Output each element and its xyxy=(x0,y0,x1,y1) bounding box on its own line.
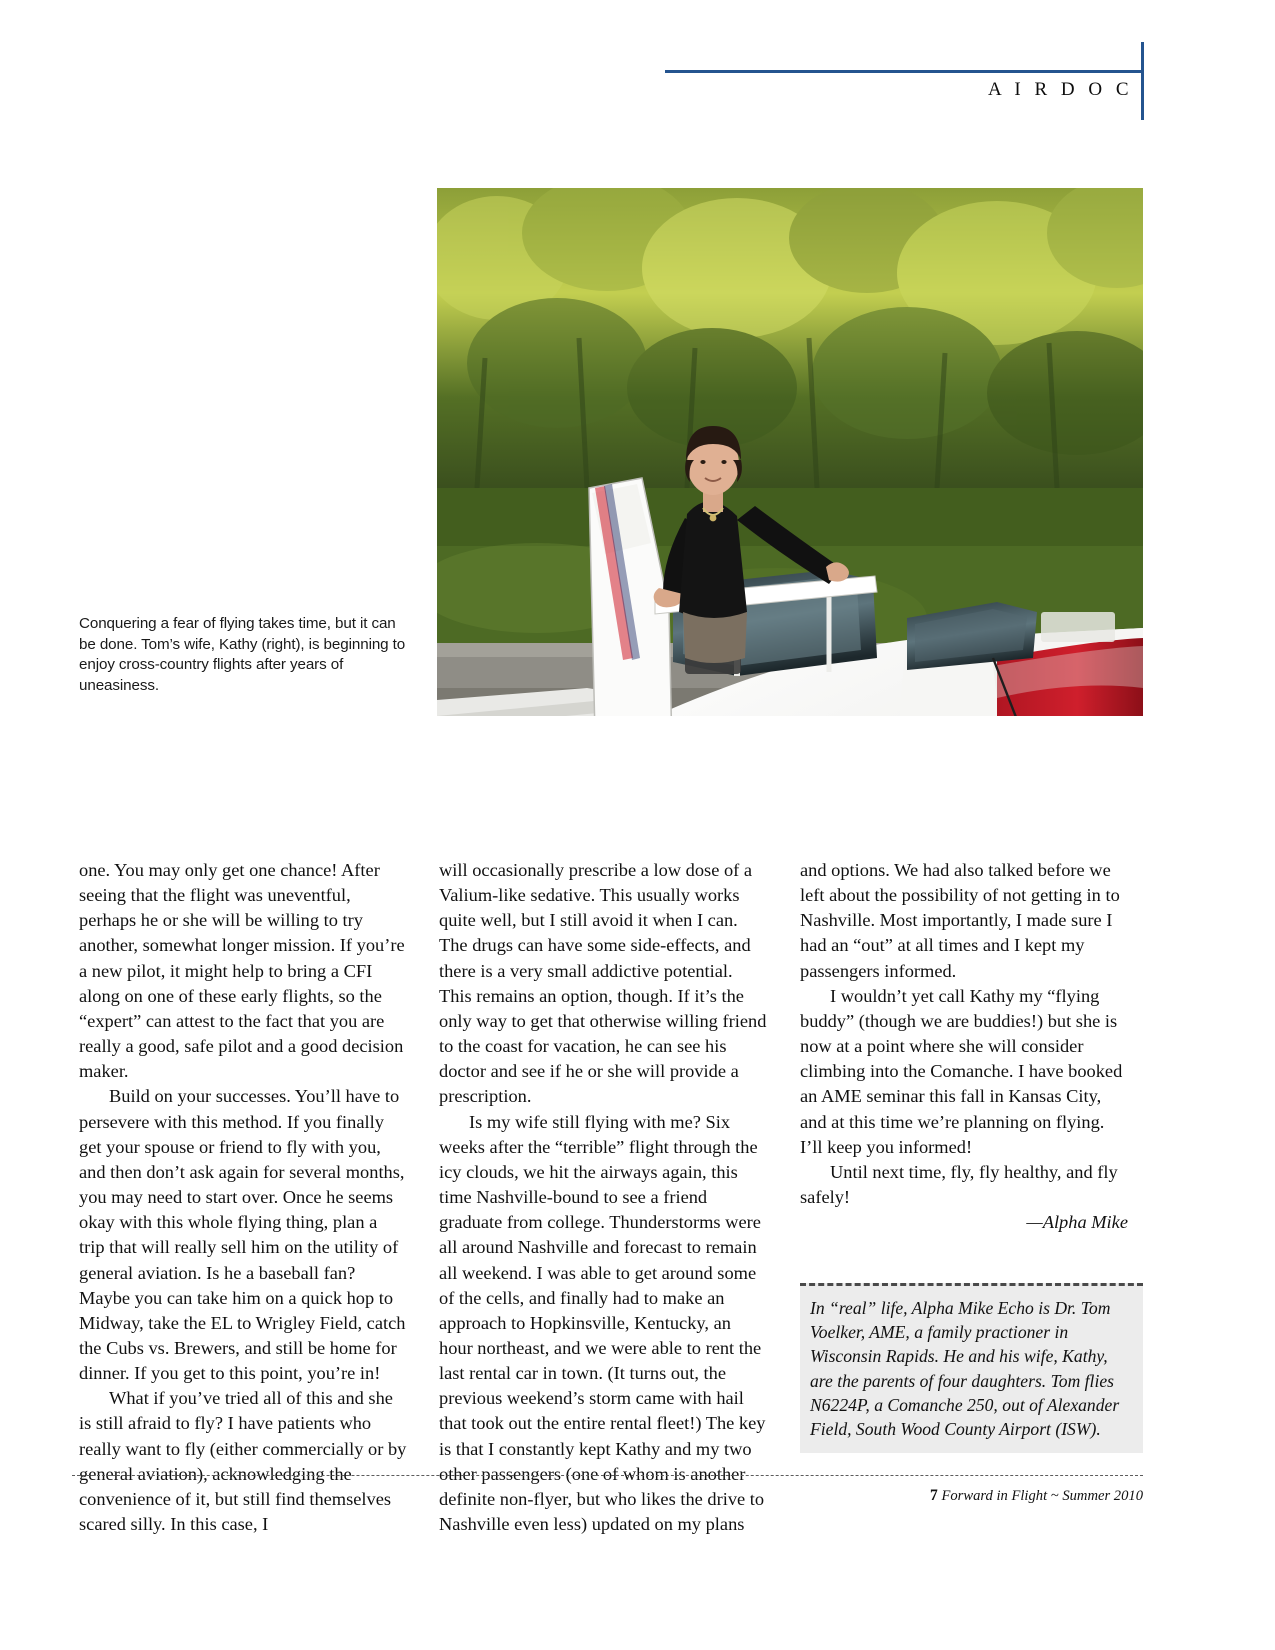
page-number: 7 xyxy=(930,1487,938,1504)
paragraph: I wouldn’t yet call Kathy my “flying buddy” (though we are buddies!) but she is now at a point where she will consider climbing into the Comanche. I have booked an AME seminar this fall in Kansas City, and at this time we’re planning on flying. I’ll keep you informed! xyxy=(800,985,1123,1157)
paragraph: Until next time, fly, fly healthy, and fly safely! xyxy=(800,1161,1118,1208)
article-column-1 xyxy=(79,858,407,1537)
author-bio-text: In “real” life, Alpha Mike Echo is Dr. Tom Voelker, AME, a family practioner in Wisconsin Rapids. He and his wife, Kathy, are the parents of four daughters. Tom flies N6224P, a Comanche 250, out of Alexander Field, South Wood County Airport (ISW). xyxy=(810,1298,1120,1440)
page-header xyxy=(0,0,1275,160)
article-column-3 xyxy=(800,858,1128,1235)
paragraph: Is my wife still flying with me? Six weeks after the “terrible” flight through the icy clouds, we hit the airways again, this time Nashville-bound to see a friend graduate from college. Thunderstorms were all around Nashville and forecast to remain all weekend. I was able to get around some of the cells, and finally had to make an approach to Hopkinsville, Kentucky, an hour northeast, and we were able to rent the last rental car in town. (It turns out, the previous weekend’s storm came with hail that took out the entire rental fleet!) The key is that I constantly kept Kathy and my two other passengers (one of whom is another definite non-flyer, but who likes the drive to Nashville even less) updated on my plans xyxy=(439,1111,766,1535)
publication-name: Forward in Flight ~ Summer 2010 xyxy=(941,1488,1143,1504)
header-vertical-rule xyxy=(1141,42,1144,120)
photo-illustration xyxy=(437,188,1143,716)
article-photo-figure xyxy=(437,188,1143,716)
paragraph: will occasionally prescribe a low dose of a Valium-like sedative. This usually works quite well, but I still avoid it when I can. The drugs can have some side-effects, and there is a very small addictive potential. This remains an option, though. If it’s the only way to get that otherwise willing friend to the coast for vacation, he can see his doctor and see if he or she will provide a prescription. xyxy=(439,860,767,1107)
author-signature: —Alpha Mike xyxy=(1026,1212,1128,1233)
header-horizontal-rule xyxy=(665,70,1143,73)
photo-caption: Conquering a fear of flying takes time, but it can be done. Tom’s wife, Kathy (right), is beginning to enjoy cross-country flights after years of uneasiness. xyxy=(79,615,406,694)
footer-credit xyxy=(930,1487,1143,1505)
paragraph: and options. We had also talked before we left about the possibility of not getting in to Nashville. Most importantly, I made sure I had an “out” at all times and I kept my passengers informed. xyxy=(800,860,1120,981)
article-column-2 xyxy=(439,858,767,1537)
page-footer xyxy=(0,1475,1275,1535)
page-title: A I R D O C xyxy=(987,79,1133,100)
photo-woman-with-airplane xyxy=(437,188,1143,716)
footer-rule xyxy=(72,1475,1143,1476)
paragraph: one. You may only get one chance! After seeing that the flight was uneventful, perhaps he or she will be willing to try another, somewhat longer mission. If you’re a new pilot, it might help to bring a CFI along on one of these early flights, so the “expert” can attest to the fact that you are really a good, safe pilot and a good decision maker. xyxy=(79,860,405,1082)
paragraph: What if you’ve tried all of this and she is still afraid to fly? I have patients who really want to fly (either commercially or by general aviation), acknowledging the convenience of it, but still find themselves scared silly. In this case, I xyxy=(79,1388,407,1535)
author-bio-box xyxy=(800,1283,1143,1453)
paragraph: Build on your successes. You’ll have to persevere with this method. If you finally get your spouse or friend to fly with you, and then don’t ask again for several months, you may need to start over. Once he seems okay with this whole flying thing, plan a trip that will really sell him on the utility of general aviation. Is he a baseball fan? Maybe you can take him on a quick hop to Midway, take the EL to Wrigley Field, catch the Cubs vs. Brewers, and still be home for dinner. If you get to this point, you’re in! xyxy=(79,1086,406,1384)
